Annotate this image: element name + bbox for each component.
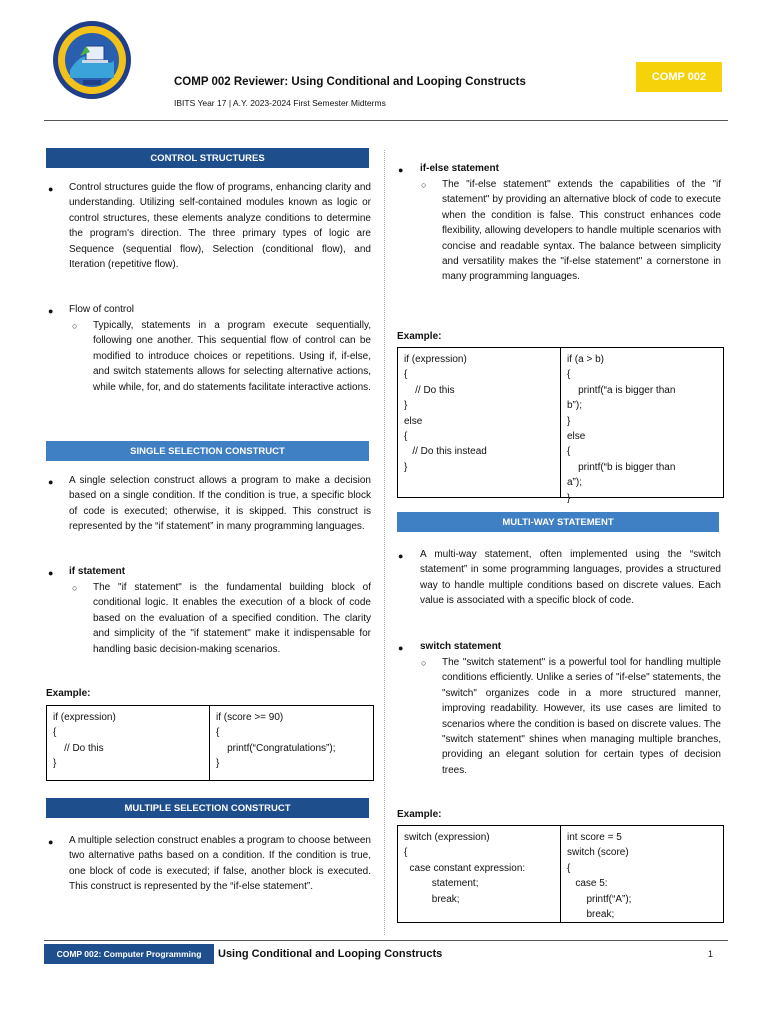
- bullet-dot: ●: [398, 551, 404, 561]
- sub-bullet-circle: ○: [72, 321, 78, 331]
- column-divider: [384, 150, 385, 935]
- sub-bullet-circle: ○: [421, 180, 427, 190]
- switch-statement-label: switch statement: [420, 641, 502, 652]
- bullet-dot: ●: [48, 477, 54, 487]
- switch-example-table: [397, 825, 724, 923]
- single-selection-paragraph: A single selection construct allows a program to make a decision based on a single condition. If the condition is true, a specific block of code is executed; otherwise, it is skipped. This construct is represented by the “if statement” in many programming languages.: [69, 475, 371, 533]
- header-divider: [44, 120, 728, 121]
- if-else-statement-text: The "if-else statement" extends the capabilities of the "if statement" by providing an alternative block of code to execute when the condition is false. This construct enhances code flexibility, allowing developers to handle multiple scenarios with concise and readable syntax. The balance between simplicity and versatility makes the "if-else statement" a cornerstone in many programming languages.: [442, 179, 721, 283]
- if-example-code-cell: if (score >= 90) { printf(“Congratulations”); }: [209, 706, 373, 780]
- if-statement-text: The "if statement" is the fundamental building block of conditional logic. It enables the execution of a block of code based on the evaluation of a specified condition. The clarity and simplicity of the "if statement" make it indispensable for handling basic decision-making scenarios.: [93, 582, 371, 655]
- if-example-table: [46, 705, 374, 781]
- if-statement-label: if statement: [69, 566, 126, 577]
- footer-course-tag: COMP 002: Computer Programming: [44, 944, 214, 964]
- footer-title: Using Conditional and Looping Constructs: [218, 948, 443, 960]
- switch-statement-text: The "switch statement" is a powerful tool for handling multiple conditions efficiently. Unlike a series of "if-else" statements, the "switch" organizes code in a more structured manner, improving readability. However, its use cases are limited to scenarios where the condition is based on discrete values. The "switch statement" shines when managing multiple branches, providing an elegant solution for certain types of decision trees.: [442, 657, 721, 776]
- section-heading-multi-way: MULTI-WAY STATEMENT: [397, 512, 719, 532]
- flow-of-control-label: Flow of control: [69, 304, 135, 315]
- if-example-syntax-cell: if (expression) { // Do this }: [53, 712, 116, 770]
- if-else-code-cell: if (a > b) { printf(“a is bigger than b”); } else { printf(“b is bigger than a”); }: [560, 348, 723, 497]
- control-structures-paragraph: Control structures guide the flow of programs, enhancing clarity and understanding. Utilizing self-contained modules known as logic or control structures, these elements analyze conditions to determine the program's direction. The three primary types of logic are Sequence (sequential flow), Selection (conditional flow), and Iteration (repetitive flow).: [69, 182, 371, 271]
- sub-bullet-circle: ○: [72, 583, 78, 593]
- document-subtitle: IBITS Year 17 | A.Y. 2023-2024 First Semester Midterms: [174, 98, 386, 108]
- sub-bullet-circle: ○: [421, 658, 427, 668]
- bullet-dot: ●: [48, 568, 54, 578]
- if-else-statement-label: if-else statement: [420, 163, 499, 174]
- switch-syntax-cell: switch (expression) { case constant expression: statement; break;: [404, 832, 526, 905]
- example-label: Example:: [397, 331, 442, 342]
- example-label: Example:: [46, 688, 91, 699]
- page-number: 1: [708, 949, 714, 959]
- footer-divider: [44, 940, 728, 941]
- bullet-dot: ●: [48, 837, 54, 847]
- switch-code-cell: int score = 5 switch (score) { case 5: printf(“A”); break;: [560, 826, 723, 922]
- document-title: COMP 002 Reviewer: Using Conditional and Looping Constructs: [174, 76, 526, 88]
- flow-of-control-text: Typically, statements in a program execute sequentially, following one another. This sequential flow of control can be modified to introduce choices or repetitions. Using if, if-else, and switch statements allows for selecting alternative actions, while while, for, and do statements facilitate interactive actions.: [93, 320, 371, 393]
- if-else-syntax-cell: if (expression) { // Do this } else { // Do this instead }: [404, 354, 487, 473]
- multi-way-paragraph: A multi-way statement, often implemented using the “switch statement” in some programming languages, provides a structured way to handle multiple conditions based on discrete values. Each value is associated with a specific block of code.: [420, 549, 721, 607]
- section-heading-control-structures: CONTROL STRUCTURES: [46, 148, 369, 168]
- bullet-dot: ●: [398, 643, 404, 653]
- example-label: Example:: [397, 809, 442, 820]
- if-else-example-table: [397, 347, 724, 504]
- bullet-dot: ●: [48, 306, 54, 316]
- bullet-dot: ●: [48, 184, 54, 194]
- multiple-selection-paragraph: A multiple selection construct enables a program to choose between two alternative paths based on a condition. If the condition is true, one block of code is executed; if false, another block is executed. This construct is represented by the “if-else statement”.: [69, 835, 371, 893]
- section-heading-single-selection: SINGLE SELECTION CONSTRUCT: [46, 441, 369, 461]
- section-heading-multiple-selection: MULTIPLE SELECTION CONSTRUCT: [46, 798, 369, 818]
- institute-seal-logo: [52, 20, 132, 100]
- bullet-dot: ●: [398, 165, 404, 175]
- course-tag: COMP 002: [636, 62, 722, 92]
